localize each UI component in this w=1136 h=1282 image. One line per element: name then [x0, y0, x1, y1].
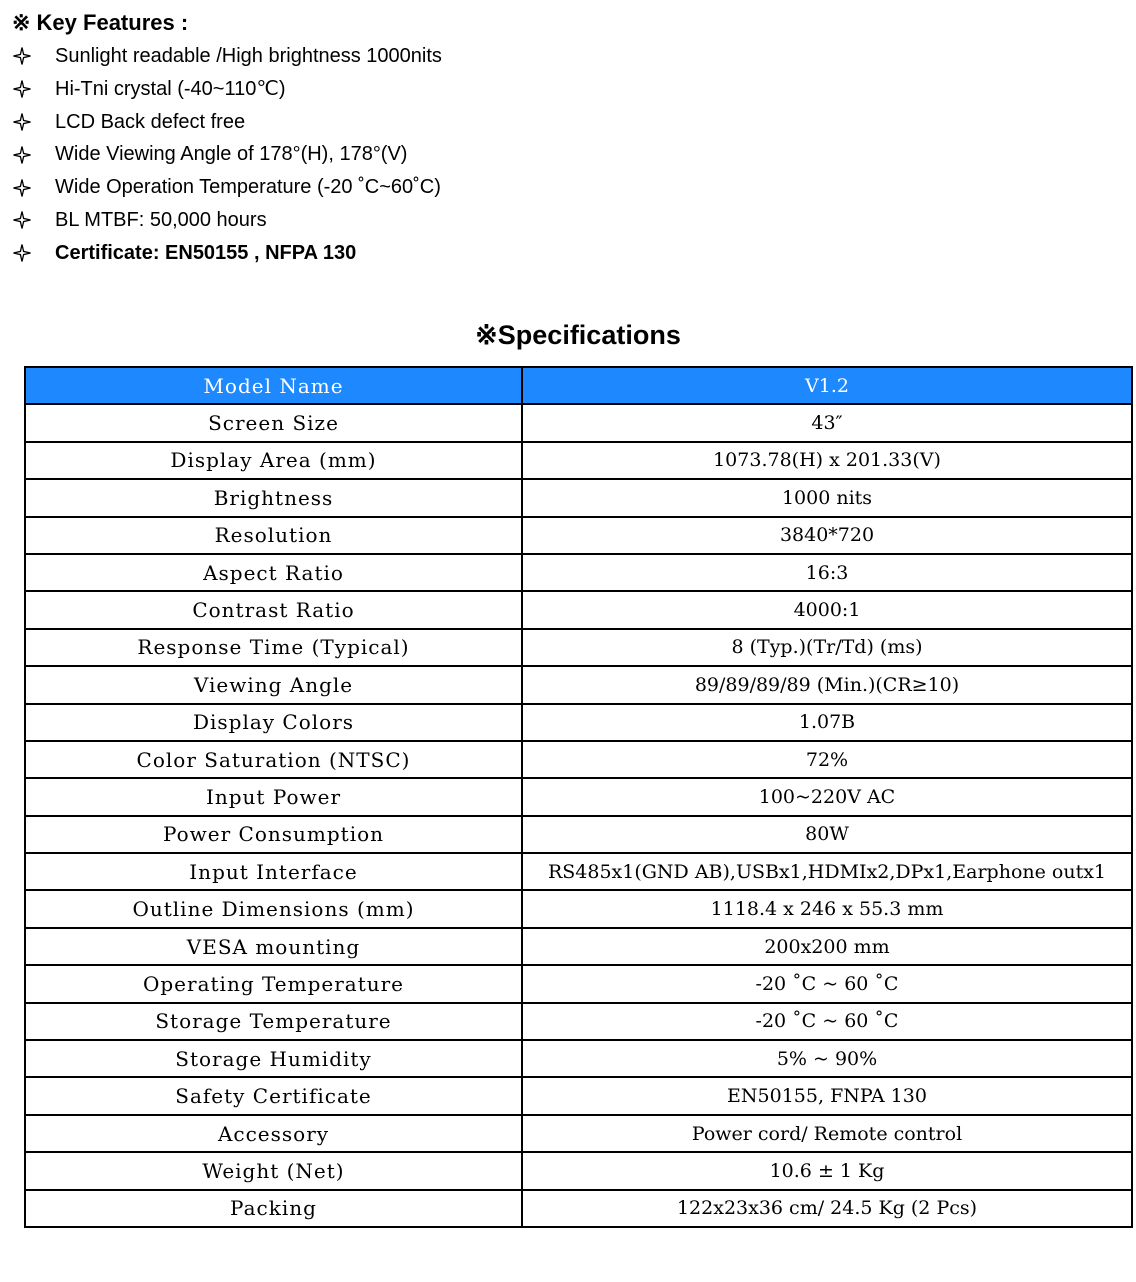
four-pointed-star-icon: [12, 138, 32, 171]
feature-text: Wide Viewing Angle of 178°(H), 178°(V): [55, 143, 408, 166]
spec-value-cell: 1.07B: [522, 704, 1132, 741]
spec-value-cell: Power cord/ Remote control: [522, 1115, 1132, 1152]
table-row: [25, 666, 1132, 703]
spec-label-cell: Response Time (Typical): [25, 629, 522, 666]
spec-value-cell: EN50155, FNPA 130: [522, 1077, 1132, 1114]
feature-text: LCD Back defect free: [55, 110, 246, 133]
four-pointed-star-icon: [12, 171, 32, 204]
table-row: [25, 591, 1132, 628]
table-row: [25, 741, 1132, 778]
spec-value-cell: RS485x1(GND AB),USBx1,HDMIx2,DPx1,Earphone outx1: [522, 853, 1132, 890]
spec-label-cell: Viewing Angle: [25, 666, 522, 703]
spec-label-cell: Brightness: [25, 479, 522, 516]
spec-label-cell: Accessory: [25, 1115, 522, 1152]
spec-label-cell: Aspect Ratio: [25, 554, 522, 591]
feature-item: [12, 237, 1112, 270]
spec-value-cell: 5% ~ 90%: [522, 1040, 1132, 1077]
key-features-section: [12, 6, 1112, 270]
four-pointed-star-icon: [12, 40, 32, 73]
spec-value-cell: 80W: [522, 816, 1132, 853]
spec-value-cell: 100~220V AC: [522, 778, 1132, 815]
spec-label-cell: Outline Dimensions (mm): [25, 890, 522, 927]
table-row: [25, 517, 1132, 554]
table-row: [25, 816, 1132, 853]
spec-value-cell: 10.6 ± 1 Kg: [522, 1152, 1132, 1189]
feature-text: BL MTBF: 50,000 hours: [55, 208, 267, 231]
feature-item: [12, 204, 1112, 237]
spec-label-cell: Weight (Net): [25, 1152, 522, 1189]
four-pointed-star-icon: [12, 106, 32, 139]
feature-item: [12, 171, 1112, 204]
spec-label-cell: Color Saturation (NTSC): [25, 741, 522, 778]
spec-label-cell: Packing: [25, 1190, 522, 1227]
spec-label-cell: Display Colors: [25, 704, 522, 741]
specifications-title: ※Specifications: [475, 320, 681, 350]
spec-value-cell: 1073.78(H) x 201.33(V): [522, 442, 1132, 479]
spec-value-cell: 89/89/89/89 (Min.)(CR≥10): [522, 666, 1132, 703]
table-row: [25, 890, 1132, 927]
specifications-table: [24, 366, 1133, 1228]
table-row: [25, 1190, 1132, 1227]
spec-value-cell: 200x200 mm: [522, 928, 1132, 965]
feature-item: [12, 40, 1112, 73]
table-row: [25, 1040, 1132, 1077]
spec-label-cell: Storage Temperature: [25, 1003, 522, 1040]
table-header-row: [25, 367, 1132, 404]
spec-value-cell: 1000 nits: [522, 479, 1132, 516]
four-pointed-star-icon: [12, 73, 32, 106]
spec-label-cell: Operating Temperature: [25, 965, 522, 1002]
table-row: [25, 442, 1132, 479]
spec-label-cell: Resolution: [25, 517, 522, 554]
feature-item: [12, 106, 1112, 139]
spec-label-cell: Input Interface: [25, 853, 522, 890]
spec-label-cell: Contrast Ratio: [25, 591, 522, 628]
table-row: [25, 1152, 1132, 1189]
table-row: [25, 554, 1132, 591]
header-value-cell: V1.2: [522, 367, 1132, 404]
spec-label-cell: Screen Size: [25, 404, 522, 441]
spec-value-cell: -20 ˚C ~ 60 ˚C: [522, 1003, 1132, 1040]
feature-text: Wide Operation Temperature (-20 ˚C~60˚C): [55, 176, 441, 199]
spec-label-cell: Storage Humidity: [25, 1040, 522, 1077]
table-row: [25, 928, 1132, 965]
spec-value-cell: 3840*720: [522, 517, 1132, 554]
table-row: [25, 1115, 1132, 1152]
table-row: [25, 479, 1132, 516]
table-row: [25, 778, 1132, 815]
table-row: [25, 965, 1132, 1002]
spec-label-cell: VESA mounting: [25, 928, 522, 965]
spec-label-cell: Power Consumption: [25, 816, 522, 853]
spec-value-cell: 72%: [522, 741, 1132, 778]
header-label-cell: Model Name: [25, 367, 522, 404]
feature-item: [12, 73, 1112, 106]
feature-item: [12, 138, 1112, 171]
table-row: [25, 853, 1132, 890]
feature-text: Hi-Tni crystal (-40~110℃): [55, 77, 286, 100]
feature-text: Sunlight readable /High brightness 1000nits: [55, 45, 442, 67]
spec-value-cell: 43″: [522, 404, 1132, 441]
feature-text: Certificate: EN50155 , NFPA 130: [55, 241, 357, 264]
table-row: [25, 704, 1132, 741]
spec-value-cell: 122x23x36 cm/ 24.5 Kg (2 Pcs): [522, 1190, 1132, 1227]
spec-value-cell: -20 ˚C ~ 60 ˚C: [522, 965, 1132, 1002]
table-row: [25, 629, 1132, 666]
spec-value-cell: 8 (Typ.)(Tr/Td) (ms): [522, 629, 1132, 666]
table-row: [25, 1003, 1132, 1040]
spec-label-cell: Input Power: [25, 778, 522, 815]
four-pointed-star-icon: [12, 204, 32, 237]
spec-value-cell: 1118.4 x 246 x 55.3 mm: [522, 890, 1132, 927]
four-pointed-star-icon: [12, 237, 32, 270]
key-features-list: [12, 40, 1112, 270]
table-row: [25, 1077, 1132, 1114]
spec-label-cell: Safety Certificate: [25, 1077, 522, 1114]
key-features-title: ※ Key Features :: [12, 10, 189, 35]
spec-value-cell: 16:3: [522, 554, 1132, 591]
spec-value-cell: 4000:1: [522, 591, 1132, 628]
table-row: [25, 404, 1132, 441]
spec-label-cell: Display Area (mm): [25, 442, 522, 479]
